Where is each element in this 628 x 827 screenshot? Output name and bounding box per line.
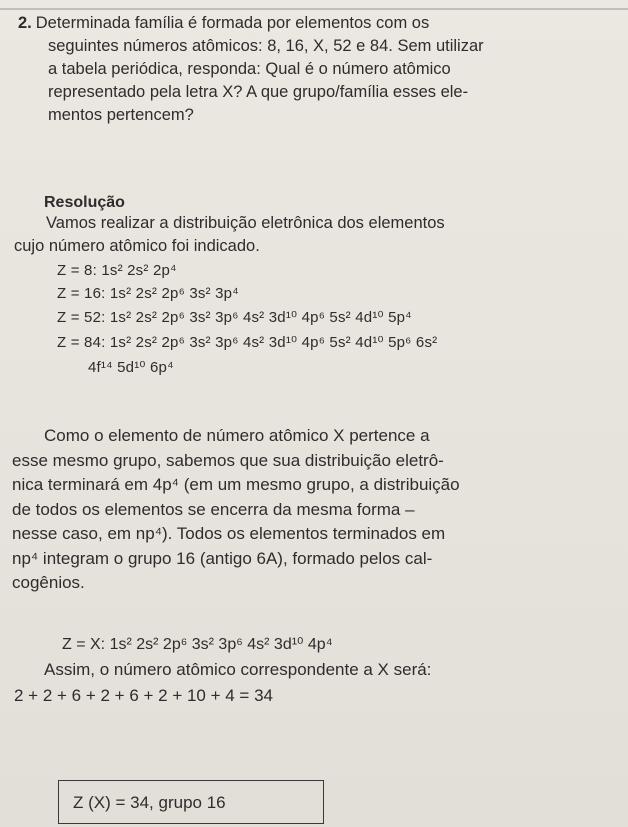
question-line-1: 2. Determinada família é formada por elementos com os — [18, 14, 430, 32]
para-line-7: cogênios. — [12, 573, 85, 592]
final-answer: Z (X) = 34, grupo 16 — [73, 793, 226, 812]
para-line-2: esse mesmo grupo, sabemos que sua distribuição eletrô- — [12, 450, 444, 470]
question-line-2: seguintes números atômicos: 8, 16, X, 52 e 84. Sem utilizar — [48, 37, 484, 55]
intro-line-2: cujo número atômico foi indicado. — [14, 237, 260, 255]
question-line-3: a tabela periódica, responda: Qual é o número atômico — [48, 60, 451, 78]
para-line-3: nica terminará em 4p⁴ (em um mesmo grupo, a distribuição — [12, 475, 460, 494]
config-z84-continued: 4f¹⁴ 5d¹⁰ 6p⁴ — [88, 359, 174, 376]
config-zx: Z = X: 1s² 2s² 2p⁶ 3s² 3p⁶ 4s² 3d¹⁰ 4p⁴ — [62, 636, 333, 653]
resolution-intro — [14, 212, 594, 258]
resolution-heading: Resolução — [44, 194, 125, 211]
intro-line-1: Vamos realizar a distribuição eletrônica dos elementos — [46, 214, 445, 232]
question-line-4: representado pela letra X? A que grupo/família esses ele- — [48, 83, 469, 101]
config-z8: Z = 8: 1s² 2s² 2p⁴ — [57, 262, 177, 279]
para-line-4: de todos os elementos se encerra da mesma forma – — [12, 499, 415, 519]
config-z52: Z = 52: 1s² 2s² 2p⁶ 3s² 3p⁶ 4s² 3d¹⁰ 4p⁶ 5s² 4d¹⁰ 5p⁴ — [57, 309, 412, 326]
explanation-paragraph — [12, 424, 600, 596]
config-z84: Z = 84: 1s² 2s² 2p⁶ 3s² 3p⁶ 4s² 3d¹⁰ 4p⁶ 5s² 4d¹⁰ 5p⁶ 6s² — [57, 334, 438, 351]
para-line-6: np⁴ integram o grupo 16 (antigo 6A), formado pelos cal- — [12, 548, 433, 568]
config-z16: Z = 16: 1s² 2s² 2p⁶ 3s² 3p⁴ — [57, 285, 239, 302]
conclusion-sentence: Assim, o número atômico correspondente a X será: — [44, 660, 432, 679]
top-rule — [0, 8, 628, 10]
para-line-1: Como o elemento de número atômico X pertence a — [44, 426, 430, 445]
sum-expression: 2 + 2 + 6 + 2 + 6 + 2 + 10 + 4 = 34 — [14, 686, 273, 705]
question-block — [18, 12, 588, 127]
answer-box — [58, 780, 324, 824]
question-number: 2. — [18, 14, 32, 32]
question-line-5: mentos pertencem? — [48, 106, 194, 124]
para-line-5: nesse caso, em np⁴). Todos os elementos terminados em — [12, 524, 446, 543]
